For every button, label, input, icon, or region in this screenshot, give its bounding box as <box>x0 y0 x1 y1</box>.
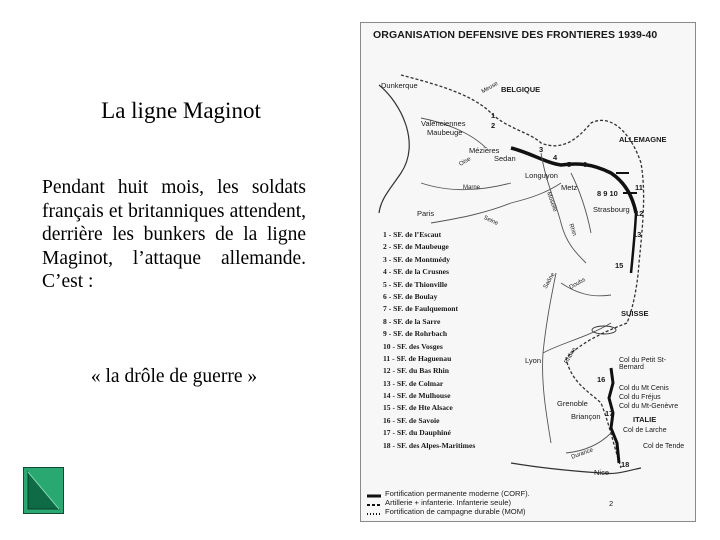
sector-item: 6 - SF. de Boulay <box>383 291 438 301</box>
map-title: ORGANISATION DEFENSIVE DES FRONTIERES 1939-40 <box>373 29 658 41</box>
label-nice: Nice <box>594 468 610 477</box>
sector-item: 1 - SF. de l’Escaut <box>383 230 442 239</box>
map-legend <box>385 489 530 516</box>
river-doubs: Doubs <box>568 277 587 291</box>
label-col-tende: Col de Tende <box>643 443 685 450</box>
sector-num-8-9-10: 8 9 10 <box>597 189 618 198</box>
river-rhin: Rhin <box>567 223 578 237</box>
sector-num-15: 15 <box>615 261 624 270</box>
sector-item: 9 - SF. de Rohrbach <box>383 329 448 339</box>
sector-item: 10 - SF. des Vosges <box>383 341 443 351</box>
river-moselle: Moselle <box>544 191 558 213</box>
river-durance: Durance <box>570 447 595 461</box>
sector-item: 18 - SF. des Alpes-Maritimes <box>383 440 476 450</box>
legend-row: Fortification de campagne durable (MOM) <box>385 507 526 516</box>
sector-num-3: 3 <box>539 145 544 154</box>
label-valenciennes: Valenciennes <box>421 119 466 128</box>
map-page-number: 2 <box>609 499 614 508</box>
label-metz: Metz <box>561 183 578 192</box>
river-seine: Seine <box>482 215 499 227</box>
triangle-back-icon <box>24 468 63 513</box>
sector-item: 11 - SF. de Haguenau <box>383 353 452 363</box>
river-saone: Saône <box>542 271 557 291</box>
sector-num-6: 6 <box>583 160 588 169</box>
slide-quote: « la drôle de guerre » <box>90 366 258 387</box>
label-col-mt-genevre: Col du Mt-Genèvre <box>619 403 679 410</box>
label-briancon: Briançon <box>571 412 601 421</box>
label-col-frejus: Col du Fréjus <box>619 394 661 401</box>
sector-num-17: 17 <box>605 409 614 418</box>
label-suisse: SUISSE <box>621 309 649 318</box>
sector-list <box>383 229 475 452</box>
label-mezieres: Mézières <box>469 146 500 155</box>
back-button[interactable] <box>23 467 64 514</box>
sector-item: 15 - SF. de Hte Alsace <box>383 403 453 413</box>
slide-paragraph: Pendant huit mois, les soldats français et britanniques attendent, derrière les bunkers de la ligne Maginot, l’attaque allemande. C’est : <box>42 177 306 292</box>
sector-item: 13 - SF. de Colmar <box>383 378 444 388</box>
label-belgique: BELGIQUE <box>501 85 541 94</box>
sector-num-5: 5 <box>567 160 572 169</box>
label-italie: ITALIE <box>633 415 657 424</box>
sector-num-11: 11 <box>635 183 643 192</box>
label-maubeuge: Maubeuge <box>427 128 463 137</box>
label-dunkerque: Dunkerque <box>381 81 418 90</box>
river-marne: Marne <box>463 185 481 191</box>
sector-num-4: 4 <box>553 153 558 162</box>
legend-row: Fortification permanente moderne (CORF). <box>385 489 530 498</box>
sector-item: 2 - SF. de Maubeuge <box>383 242 449 252</box>
sector-item: 17 - SF. du Dauphiné <box>383 428 451 438</box>
label-strasbourg: Strasbourg <box>593 205 630 214</box>
label-col-larche: Col de Larche <box>623 427 667 434</box>
river-rhone: Rhône <box>563 346 578 366</box>
sector-item: 14 - SF. de Mulhouse <box>383 391 451 401</box>
label-allemagne: ALLEMAGNE <box>619 135 667 144</box>
legend-row: Artillerie + infanterie. Infanterie seule) <box>385 498 511 507</box>
label-longuyon: Longuyon <box>525 171 558 180</box>
sector-item: 3 - SF. de Montmédy <box>383 254 451 264</box>
sector-item: 12 - SF. du Bas Rhin <box>383 366 449 376</box>
label-lyon: Lyon <box>525 356 541 365</box>
sector-item: 16 - SF. de Savoie <box>383 415 440 425</box>
label-sedan: Sedan <box>494 154 516 163</box>
label-grenoble: Grenoble <box>557 399 588 408</box>
label-paris: Paris <box>417 209 435 218</box>
sector-num-1: 1 <box>491 111 496 120</box>
sector-item: 8 - SF. de la Sarre <box>383 316 441 326</box>
slide-title: La ligne Maginot <box>101 98 261 123</box>
river-oise: Oise <box>458 156 473 168</box>
sector-num-18: 18 <box>621 460 630 469</box>
sector-item: 4 - SF. de la Crusnes <box>383 267 449 277</box>
sector-num-2: 2 <box>491 121 496 130</box>
sector-item: 7 - SF. de Faulquemont <box>383 304 459 314</box>
river-escaut: Meuse <box>480 80 500 96</box>
label-col-petit-st-bernard: Col du Petit St-Bernard <box>619 357 667 371</box>
map-image <box>360 22 696 522</box>
sector-num-16: 16 <box>597 375 606 384</box>
sector-num-13: 13 <box>633 230 642 239</box>
sector-num-12: 12 <box>635 209 644 218</box>
label-col-mt-cenis: Col du Mt Cenis <box>619 385 669 392</box>
sector-item: 5 - SF. de Thionville <box>383 279 448 289</box>
